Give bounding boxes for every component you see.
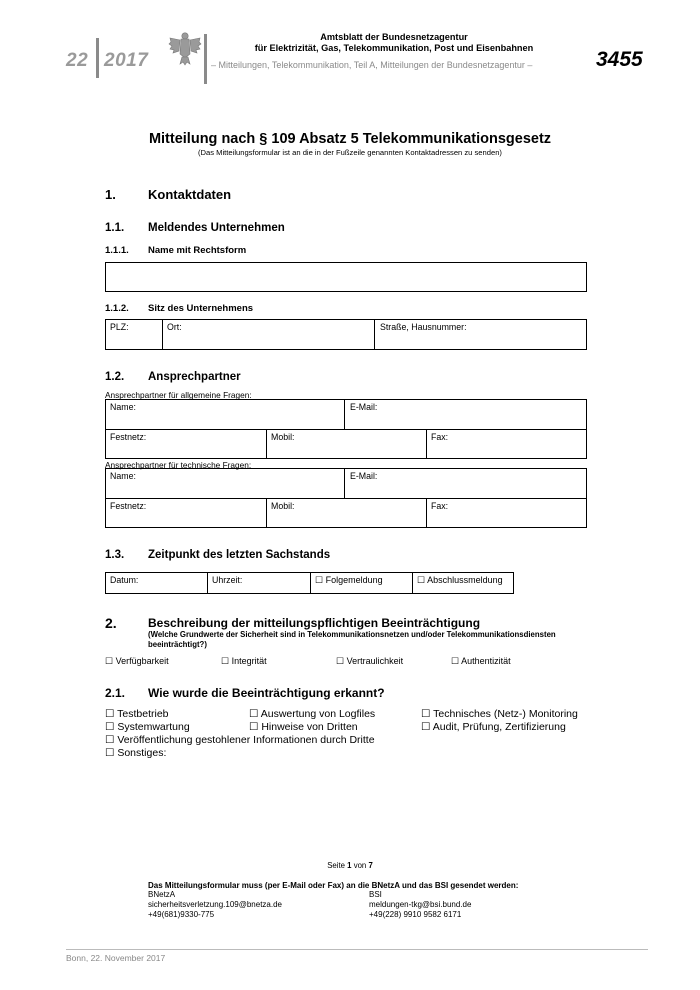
form-subtitle: (Das Mitteilungsformular ist an die in der Fußzeile genannten Kontaktadressen zu senden) <box>198 148 502 157</box>
general-name-field[interactable]: Name: <box>110 402 136 412</box>
address-divider-2 <box>374 319 375 350</box>
technical-landline-field[interactable]: Festnetz: <box>110 501 147 511</box>
other-checkbox[interactable]: ☐ Sonstiges: <box>105 747 167 759</box>
page-current: 1 <box>347 861 352 870</box>
section-1-1-number: 1.1. <box>105 222 125 234</box>
section-2-note: (Welche Grundwerte der Sicherheit sind in Telekommunikationsnetzen und/oder Telekommunikationsdiensten beeinträchtigt?) <box>148 630 556 649</box>
technical-email-field[interactable]: E-Mail: <box>350 471 378 481</box>
issue-number: 22 <box>66 50 89 71</box>
plz-field[interactable]: PLZ: <box>110 322 129 332</box>
technical-contact-col-divider-3 <box>426 498 427 528</box>
technical-mobile-field[interactable]: Mobil: <box>271 501 295 511</box>
bsi-contact <box>369 890 471 919</box>
address-divider-1 <box>162 319 163 350</box>
general-mobile-field[interactable]: Mobil: <box>271 432 295 442</box>
system-maintenance-checkbox[interactable]: ☐ Systemwartung <box>105 721 190 733</box>
technical-contact-col-divider-2 <box>266 498 267 528</box>
page-total: 7 <box>368 861 373 870</box>
section-1-1-title: Meldendes Unternehmen <box>148 222 285 234</box>
federal-eagle-icon <box>168 30 202 66</box>
integrity-checkbox[interactable]: ☐ Integrität <box>221 656 267 666</box>
ort-field[interactable]: Ort: <box>167 322 182 332</box>
authenticity-checkbox[interactable]: ☐ Authentizität <box>451 656 511 666</box>
street-field[interactable]: Straße, Hausnummer: <box>380 322 467 332</box>
general-email-field[interactable]: E-Mail: <box>350 402 378 412</box>
bnetza-contact <box>148 890 282 919</box>
general-fax-field[interactable]: Fax: <box>431 432 449 442</box>
technical-fax-field[interactable]: Fax: <box>431 501 449 511</box>
confidentiality-checkbox[interactable]: ☐ Vertraulichkeit <box>336 656 404 666</box>
stolen-info-publication-checkbox[interactable]: ☐ Veröffentlichung gestohlener Informationen durch Dritte <box>105 734 375 746</box>
section-1-number: 1. <box>105 187 116 202</box>
send-instructions: Das Mitteilungsformular muss (per E-Mail oder Fax) an die BNetzA und das BSI gesendet werden: <box>148 881 519 890</box>
publisher-line-1: Amtsblatt der Bundesnetzagentur <box>320 32 468 42</box>
bsi-name: BSI <box>369 890 382 899</box>
section-1-3-number: 1.3. <box>105 549 125 561</box>
status-divider-2 <box>310 572 311 594</box>
page-indicator <box>0 861 700 870</box>
technical-contact-label: Ansprechpartner für technische Fragen: <box>105 460 252 470</box>
section-2-1-title: Wie wurde die Beeinträchtigung erkannt? <box>148 686 385 700</box>
publisher-title <box>214 32 574 54</box>
header-divider <box>96 38 99 78</box>
page-number: 3455 <box>596 48 643 71</box>
general-contact-col-divider-2 <box>266 429 267 459</box>
section-title: – Mitteilungen, Telekommunikation, Teil A, Mitteilungen der Bundesnetzagentur – <box>211 60 533 70</box>
bsi-email[interactable]: meldungen-tkg@bsi.bund.de <box>369 899 472 909</box>
technical-name-field[interactable]: Name: <box>110 471 136 481</box>
page-prefix: Seite <box>327 861 345 870</box>
availability-checkbox[interactable]: ☐ Verfügbarkeit <box>105 656 169 666</box>
company-name-field[interactable] <box>105 262 587 292</box>
bnetza-email[interactable]: sicherheitsverletzung.109@bnetza.de <box>148 899 282 909</box>
bsi-fax: +49(228) 9910 9582 6171 <box>369 909 462 919</box>
technical-contact-row-divider <box>105 498 587 499</box>
final-report-checkbox[interactable]: ☐ Abschlussmeldung <box>417 575 503 585</box>
general-contact-col-divider <box>344 399 345 429</box>
third-party-hints-checkbox[interactable]: ☐ Hinweise von Dritten <box>249 721 358 733</box>
logfile-analysis-checkbox[interactable]: ☐ Auswertung von Logfiles <box>249 708 376 720</box>
network-monitoring-checkbox[interactable]: ☐ Technisches (Netz-) Monitoring <box>421 708 578 720</box>
footer-rule <box>66 949 648 950</box>
section-1-2-title: Ansprechpartner <box>148 371 241 383</box>
section-1-1-1-title: Name mit Rechtsform <box>148 245 247 256</box>
bnetza-name: BNetzA <box>148 890 176 899</box>
header-divider-2 <box>204 34 207 84</box>
general-contact-col-divider-3 <box>426 429 427 459</box>
audit-checkbox[interactable]: ☐ Audit, Prüfung, Zertifizierung <box>421 721 566 733</box>
status-divider-3 <box>412 572 413 594</box>
follow-up-report-checkbox[interactable]: ☐ Folgemeldung <box>315 575 383 585</box>
section-1-1-1-number: 1.1.1. <box>105 245 129 256</box>
section-2-number: 2. <box>105 615 117 631</box>
section-2-title: Beschreibung der mitteilungspflichtigen Beeinträchtigung <box>148 616 481 630</box>
section-1-1-2-title: Sitz des Unternehmens <box>148 303 254 314</box>
section-1-3-title: Zeitpunkt des letzten Sachstands <box>148 549 331 561</box>
status-divider-1 <box>207 572 208 594</box>
general-contact-label: Ansprechpartner für allgemeine Fragen: <box>105 390 252 400</box>
section-1-2-number: 1.2. <box>105 371 125 383</box>
test-operation-checkbox[interactable]: ☐ Testbetrieb <box>105 708 169 720</box>
section-1-title: Kontaktdaten <box>148 187 232 202</box>
publisher-line-2: für Elektrizität, Gas, Telekommunikation, Post und Eisenbahnen <box>254 43 534 53</box>
section-1-1-2-number: 1.1.2. <box>105 303 129 314</box>
technical-contact-col-divider <box>344 468 345 498</box>
date-field[interactable]: Datum: <box>110 575 139 585</box>
form-title: Mitteilung nach § 109 Absatz 5 Telekommunikationsgesetz <box>148 131 552 147</box>
page-sep: von <box>353 861 367 870</box>
issue-year: 2017 <box>104 50 149 71</box>
bnetza-fax: +49(681)9330-775 <box>148 909 215 919</box>
time-field[interactable]: Uhrzeit: <box>212 575 243 585</box>
general-contact-row-divider <box>105 429 587 430</box>
section-2-1-number: 2.1. <box>105 686 126 700</box>
place-date: Bonn, 22. November 2017 <box>66 953 166 963</box>
general-landline-field[interactable]: Festnetz: <box>110 432 147 442</box>
